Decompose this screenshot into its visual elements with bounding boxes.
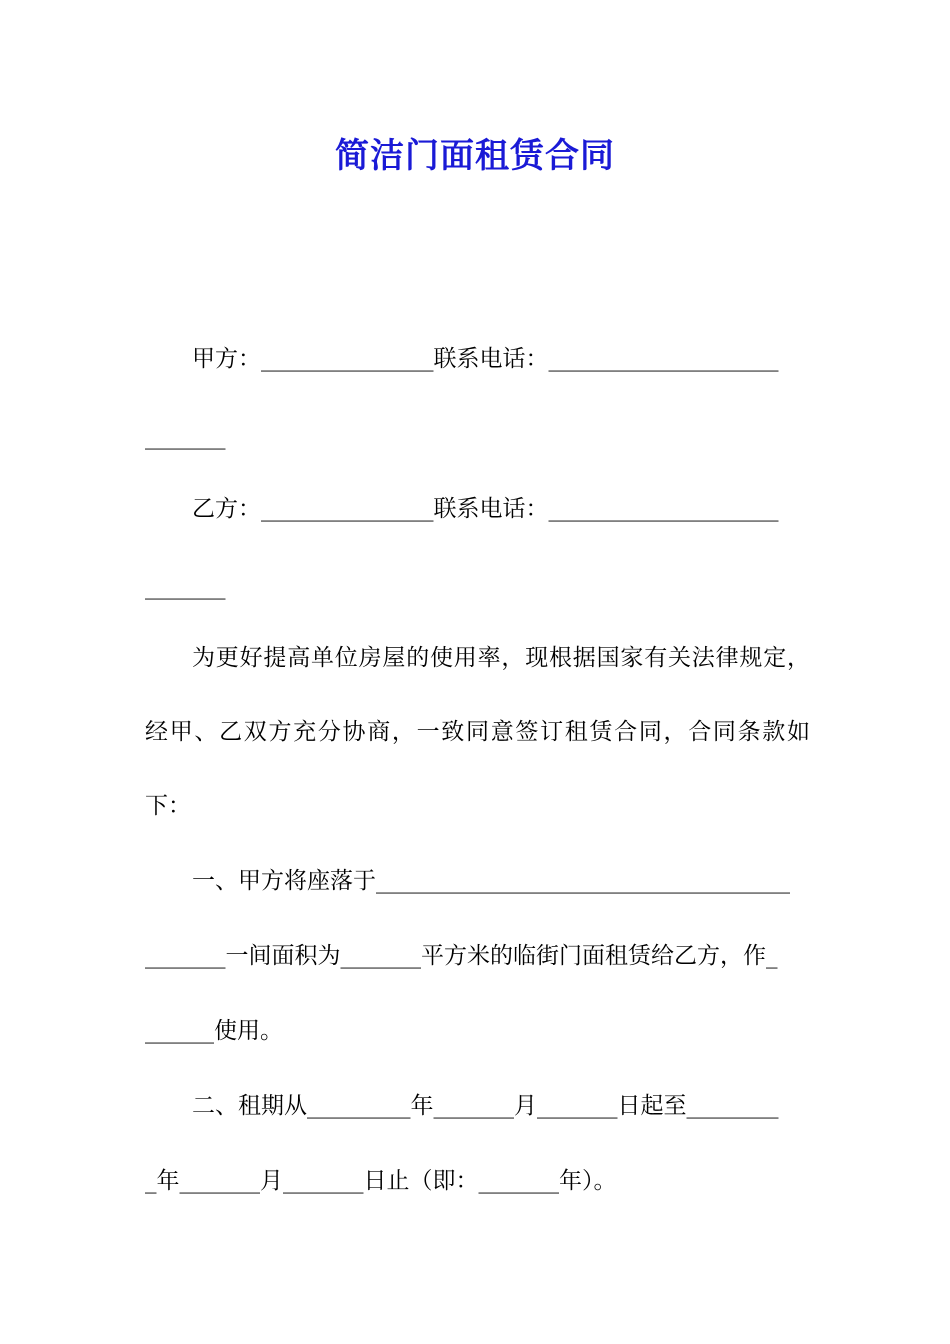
party-a-line-continued: _______ [145, 424, 226, 450]
party-b-line-continued: _______ [145, 574, 226, 600]
preamble-line-1: 为更好提高单位房屋的使用率，现根据国家有关法律规定， [192, 645, 810, 671]
preamble-line-3: 下： [145, 793, 191, 819]
clause-1-line-1: 一、甲方将座落于____________________________________ [192, 868, 790, 894]
clause-1-line-2: _______一间面积为_______平方米的临街门面租赁给乙方，作_ [145, 943, 778, 969]
party-b-line: 乙方：_______________联系电话：____________________ [192, 496, 779, 522]
document-title: 简洁门面租赁合同 [335, 136, 615, 176]
clause-1-line-3: ______使用。 [145, 1018, 283, 1044]
party-a-line: 甲方：_______________联系电话：____________________ [192, 346, 779, 372]
clause-2-line-1: 二、租期从_________年_______月_______日起至________ [192, 1093, 779, 1119]
clause-2-line-2: _年_______月_______日止（即：_______年）。 [145, 1168, 617, 1194]
preamble-line-2: 经甲、乙双方充分协商，一致同意签订租赁合同，合同条款如 [145, 719, 810, 745]
